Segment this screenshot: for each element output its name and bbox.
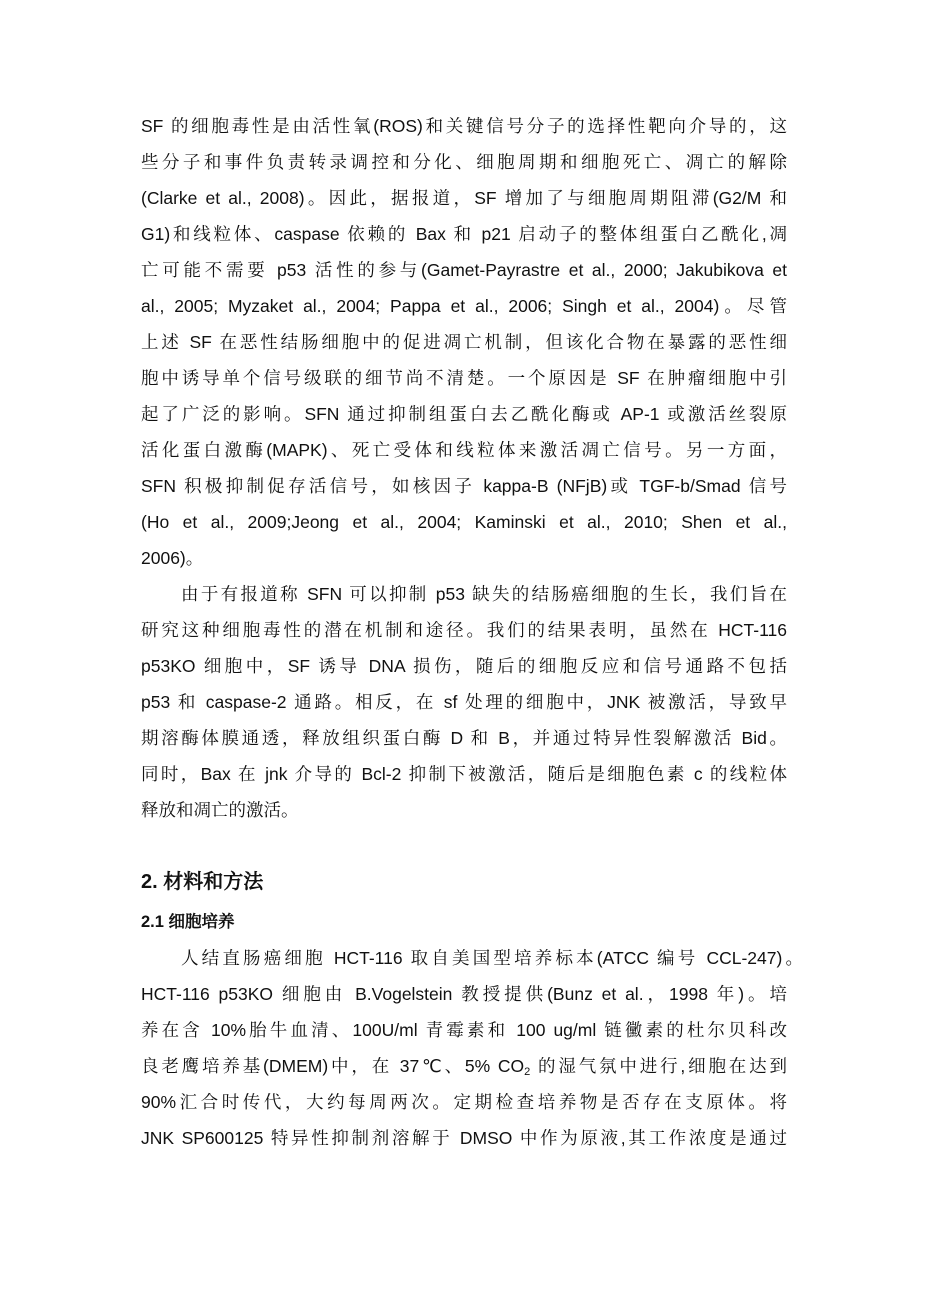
paragraph1-line: 上述 SF 在恶性结肠细胞中的促进凋亡机制，但该化合物在暴露的恶性细	[141, 332, 787, 352]
paragraph2-line: 由于有报道称 SFN 可以抑制 p53 缺失的结肠癌细胞的生长，我们旨在	[181, 584, 787, 604]
paragraph3-line: 90%汇合时传代，大约每周两次。定期检查培养物是否存在支原体。将	[141, 1092, 787, 1112]
paragraph1-line: 活化蛋白激酶(MAPK)、死亡受体和线粒体来激活凋亡信号。另一方面，	[141, 440, 787, 460]
paragraph3-line	[141, 1054, 787, 1078]
subscript-2: 2	[524, 1066, 531, 1078]
paragraph1-line: 亡可能不需要 p53 活性的参与(Gamet-Payrastre et al., 2000; Jakubikova et	[141, 260, 787, 280]
paragraph3-line: JNK SP600125 特异性抑制剂溶解于 DMSO 中作为原液,其工作浓度是通过	[141, 1128, 787, 1148]
section-heading: 2. 材料和方法	[141, 871, 264, 893]
paragraph2-line: p53 和 caspase-2 通路。相反，在 sf 处理的细胞中，JNK 被激活，导致早	[141, 692, 787, 712]
paragraph2-line: 释放和凋亡的激活。	[141, 800, 299, 820]
paragraph2-line: 期溶酶体膜通透，释放组织蛋白酶 D 和 B，并通过特异性裂解激活 Bid。	[141, 728, 787, 748]
paragraph3-line: 养在含 10%胎牛血清、100U/ml 青霉素和 100 ug/ml 链黴素的杜尔贝科改	[141, 1020, 787, 1040]
paragraph2-line: 研究这种细胞毒性的潜在机制和途径。我们的结果表明，虽然在 HCT-116	[141, 620, 787, 640]
paragraph2-line: p53KO 细胞中，SF 诱导 DNA 损伤，随后的细胞反应和信号通路不包括	[141, 656, 787, 676]
subsection-heading: 2.1 细胞培养	[141, 913, 235, 931]
paragraph1-line: 起了广泛的影响。SFN 通过抑制组蛋白去乙酰化酶或 AP-1 或激活丝裂原	[141, 404, 787, 424]
paragraph1-line: 2006)。	[141, 548, 204, 568]
paragraph3-line: 人结直肠癌细胞 HCT-116 取自美国型培养标本(ATCC 编号 CCL-247)。	[181, 948, 803, 968]
paragraph1-line: 胞中诱导单个信号级联的细节尚不清楚。一个原因是 SF 在肿瘤细胞中引	[141, 368, 787, 388]
paragraph1-line: G1)和线粒体、caspase 依赖的 Bax 和 p21 启动子的整体组蛋白乙酰化,凋	[141, 224, 787, 244]
paragraph2-line: 同时，Bax 在 jnk 介导的 Bcl-2 抑制下被激活，随后是细胞色素 c 的线粒体	[141, 764, 787, 784]
paragraph1-line: SF 的细胞毒性是由活性氧(ROS)和关键信号分子的选择性靶向介导的，这	[141, 116, 787, 136]
paragraph3-line: HCT-116 p53KO 细胞由 B.Vogelstein 教授提供(Bunz et al.，1998 年)。培	[141, 984, 787, 1004]
paragraph1-line: (Clarke et al., 2008)。因此，据报道，SF 增加了与细胞周期阻滞(G2/M 和	[141, 188, 787, 208]
paragraph3-line-part: 的湿气氛中进行,细胞在达到	[530, 1056, 787, 1076]
paragraph3-line-part: 良老鹰培养基(DMEM)中，在 37℃、5% CO	[141, 1056, 525, 1076]
paragraph1-line: al., 2005; Myzaket al., 2004; Pappa et al., 2006; Singh et al., 2004)。尽管	[141, 296, 787, 316]
paragraph1-line: 些分子和事件负责转录调控和分化、细胞周期和细胞死亡、凋亡的解除	[141, 152, 787, 172]
paragraph1-line: SFN 积极抑制促存活信号，如核因子 kappa-B (NFjB)或 TGF-b/Smad 信号	[141, 476, 787, 496]
paragraph1-line: (Ho et al., 2009;Jeong et al., 2004; Kaminski et al., 2010; Shen et al.,	[141, 512, 787, 532]
